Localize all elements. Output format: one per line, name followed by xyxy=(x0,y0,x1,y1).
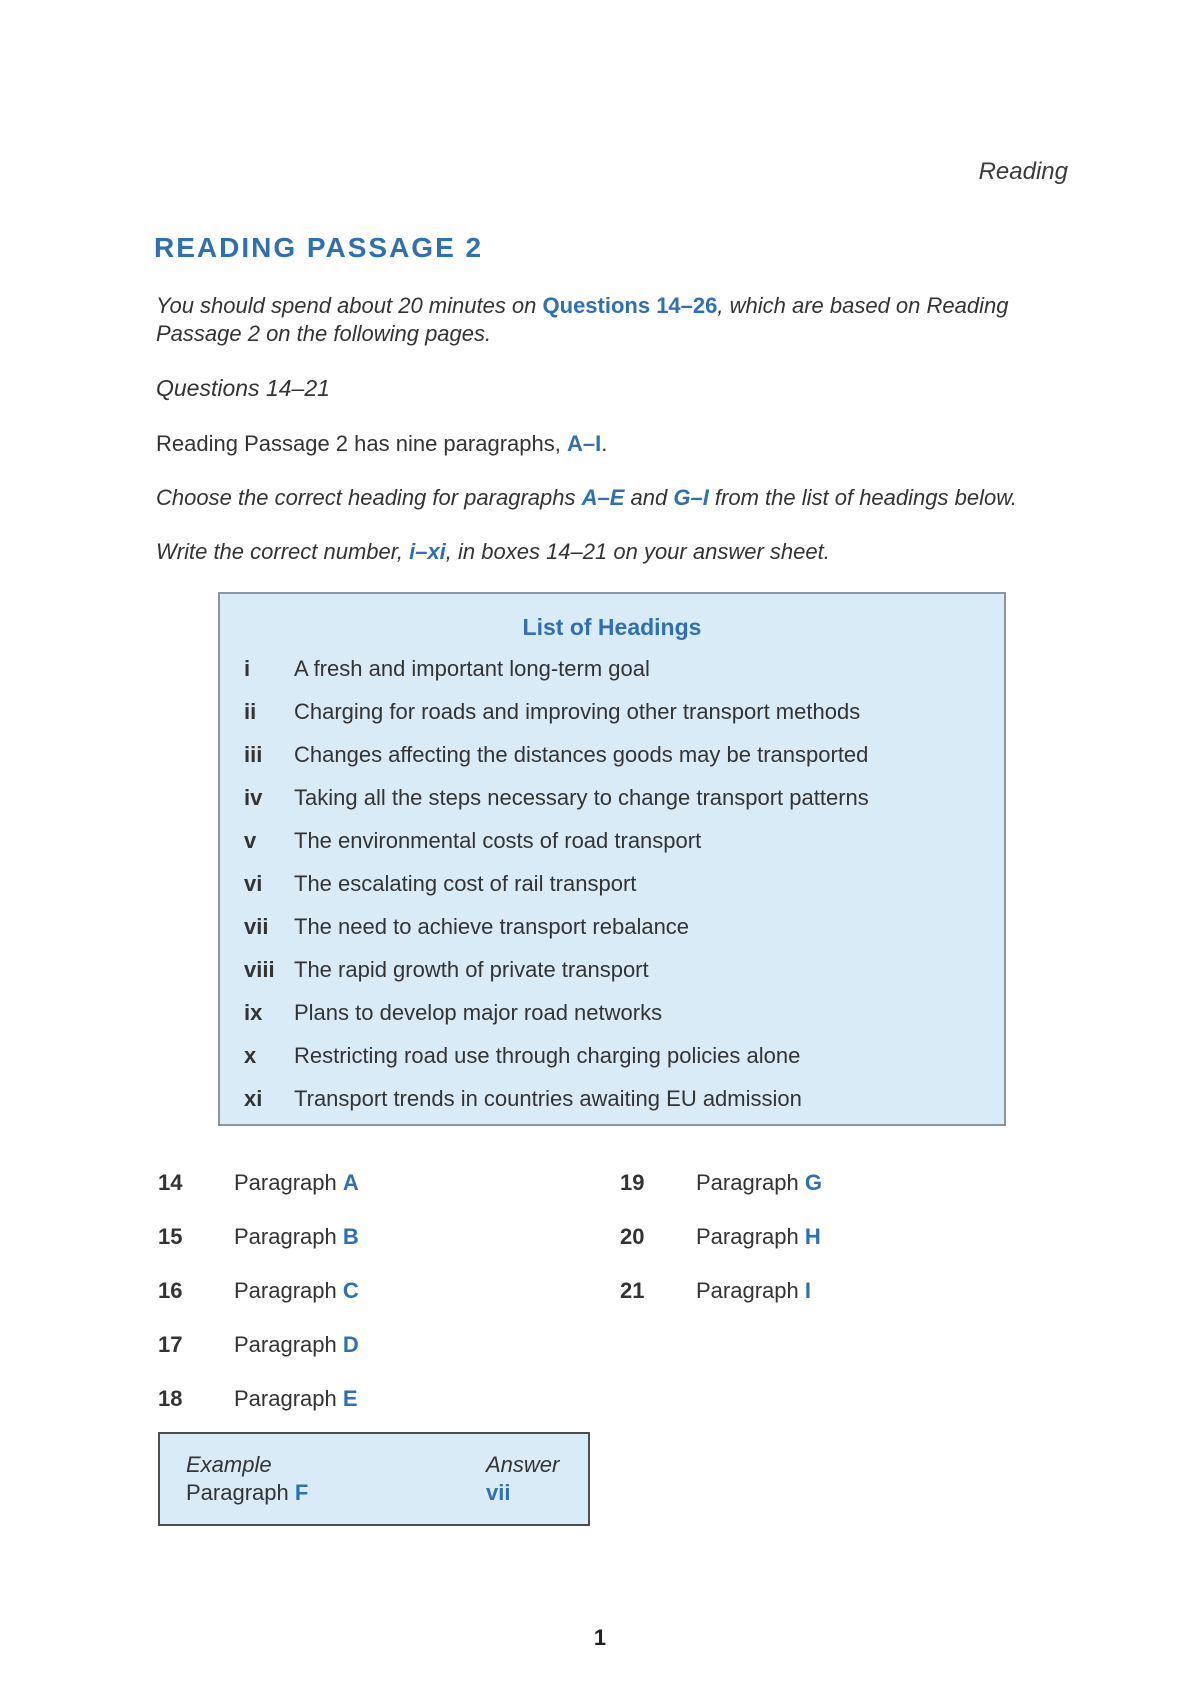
question-number: 17 xyxy=(158,1332,183,1357)
paragraphs-info-pre: Reading Passage 2 has nine paragraphs, xyxy=(156,431,567,456)
heading-item xyxy=(220,871,1004,914)
heading-number: x xyxy=(244,1043,257,1068)
headings-list-title: List of Headings xyxy=(522,614,702,640)
paragraph-word: Paragraph xyxy=(234,1224,337,1249)
paragraph-word: Paragraph xyxy=(234,1386,337,1411)
heading-text: Taking all the steps necessary to change transport patterns xyxy=(294,785,869,810)
paragraphs-info-post: . xyxy=(601,431,608,456)
question-label xyxy=(234,1224,359,1250)
heading-number: ii xyxy=(244,699,257,724)
heading-text: The escalating cost of rail transport xyxy=(294,871,637,896)
running-head: Reading xyxy=(978,158,1068,185)
heading-item xyxy=(220,1043,1004,1086)
paragraph-word: Paragraph xyxy=(696,1170,799,1195)
choose-instruction xyxy=(156,484,1076,512)
paragraph-word: Paragraph xyxy=(234,1332,337,1357)
heading-number: vi xyxy=(244,871,263,896)
heading-number: viii xyxy=(244,957,275,982)
heading-item xyxy=(220,785,1004,828)
time-instruction-pre: You should spend about 20 minutes on xyxy=(156,293,543,318)
choose-range-2: G–I xyxy=(673,485,709,510)
example-label: Example xyxy=(186,1452,272,1477)
paragraph-letter: C xyxy=(342,1278,359,1303)
answer-value: vii xyxy=(486,1480,511,1505)
question-number: 16 xyxy=(158,1278,183,1303)
choose-range-1: A–E xyxy=(581,485,625,510)
example-letter: F xyxy=(294,1480,309,1505)
write-post: , in boxes 14–21 on your answer sheet. xyxy=(445,539,830,564)
heading-number: xi xyxy=(244,1086,263,1111)
example-box xyxy=(158,1432,590,1526)
question-number: 19 xyxy=(620,1170,645,1195)
page-title: READING PASSAGE 2 xyxy=(154,232,484,263)
heading-text: Plans to develop major road networks xyxy=(294,1000,663,1025)
paragraph-letter: E xyxy=(342,1386,358,1411)
heading-number: iv xyxy=(244,785,263,810)
answer-label: Answer xyxy=(486,1452,560,1477)
paragraph-word: Paragraph xyxy=(234,1170,337,1195)
heading-item xyxy=(220,914,1004,957)
paragraphs-info xyxy=(156,430,1076,458)
heading-item xyxy=(220,1000,1004,1043)
question-number: 14 xyxy=(158,1170,183,1195)
question-label xyxy=(234,1170,359,1196)
example-paragraph-word: Paragraph xyxy=(186,1480,289,1505)
question-label xyxy=(234,1278,359,1304)
questions-range-highlight: Questions 14–26 xyxy=(542,293,718,318)
heading-text: A fresh and important long-term goal xyxy=(294,656,650,681)
heading-item xyxy=(220,828,1004,871)
choose-mid: and xyxy=(624,485,674,510)
heading-text: The environmental costs of road transport xyxy=(294,828,702,853)
heading-item xyxy=(220,742,1004,785)
paragraph-word: Paragraph xyxy=(696,1278,799,1303)
write-range: i–xi xyxy=(409,539,446,564)
time-instruction xyxy=(156,292,1076,348)
questions-subheading: Questions 14–21 xyxy=(156,375,330,401)
question-label xyxy=(696,1278,811,1304)
paragraph-letter: I xyxy=(804,1278,811,1303)
example-paragraph xyxy=(186,1480,308,1506)
write-instruction xyxy=(156,538,1076,566)
paragraph-letter: H xyxy=(804,1224,821,1249)
heading-text: Changes affecting the distances goods may be transported xyxy=(294,742,869,767)
heading-text: Restricting road use through charging policies alone xyxy=(294,1043,801,1068)
heading-text: The need to achieve transport rebalance xyxy=(294,914,690,939)
heading-item xyxy=(220,699,1004,742)
question-label xyxy=(696,1224,821,1250)
question-label xyxy=(696,1170,822,1196)
heading-number: iii xyxy=(244,742,263,767)
heading-item xyxy=(220,656,1004,699)
paragraph-letter: G xyxy=(804,1170,822,1195)
paragraphs-range: A–I xyxy=(566,431,602,456)
page-number: 1 xyxy=(593,1625,607,1650)
question-label xyxy=(234,1332,359,1358)
heading-item xyxy=(220,957,1004,1000)
choose-post: from the list of headings below. xyxy=(708,485,1017,510)
paragraph-word: Paragraph xyxy=(234,1278,337,1303)
heading-number: ix xyxy=(244,1000,263,1025)
question-label xyxy=(234,1386,358,1412)
heading-number: vii xyxy=(244,914,269,939)
heading-number: i xyxy=(244,656,251,681)
time-instruction-post: , which are based on Reading Passage 2 on the following pages. xyxy=(156,293,1009,346)
headings-list-box xyxy=(218,592,1006,1126)
question-number: 21 xyxy=(620,1278,645,1303)
write-pre: Write the correct number, xyxy=(156,539,410,564)
question-number: 18 xyxy=(158,1386,183,1411)
heading-text: The rapid growth of private transport xyxy=(294,957,649,982)
heading-text: Transport trends in countries awaiting EU admission xyxy=(294,1086,802,1111)
paragraph-letter: B xyxy=(342,1224,359,1249)
paragraph-letter: A xyxy=(342,1170,359,1195)
paragraph-word: Paragraph xyxy=(696,1224,799,1249)
question-number: 20 xyxy=(620,1224,645,1249)
paragraph-letter: D xyxy=(342,1332,359,1357)
choose-pre: Choose the correct heading for paragraphs xyxy=(156,485,582,510)
heading-text: Charging for roads and improving other transport methods xyxy=(294,699,861,724)
heading-number: v xyxy=(244,828,257,853)
question-number: 15 xyxy=(158,1224,183,1249)
heading-item xyxy=(220,1086,1004,1129)
